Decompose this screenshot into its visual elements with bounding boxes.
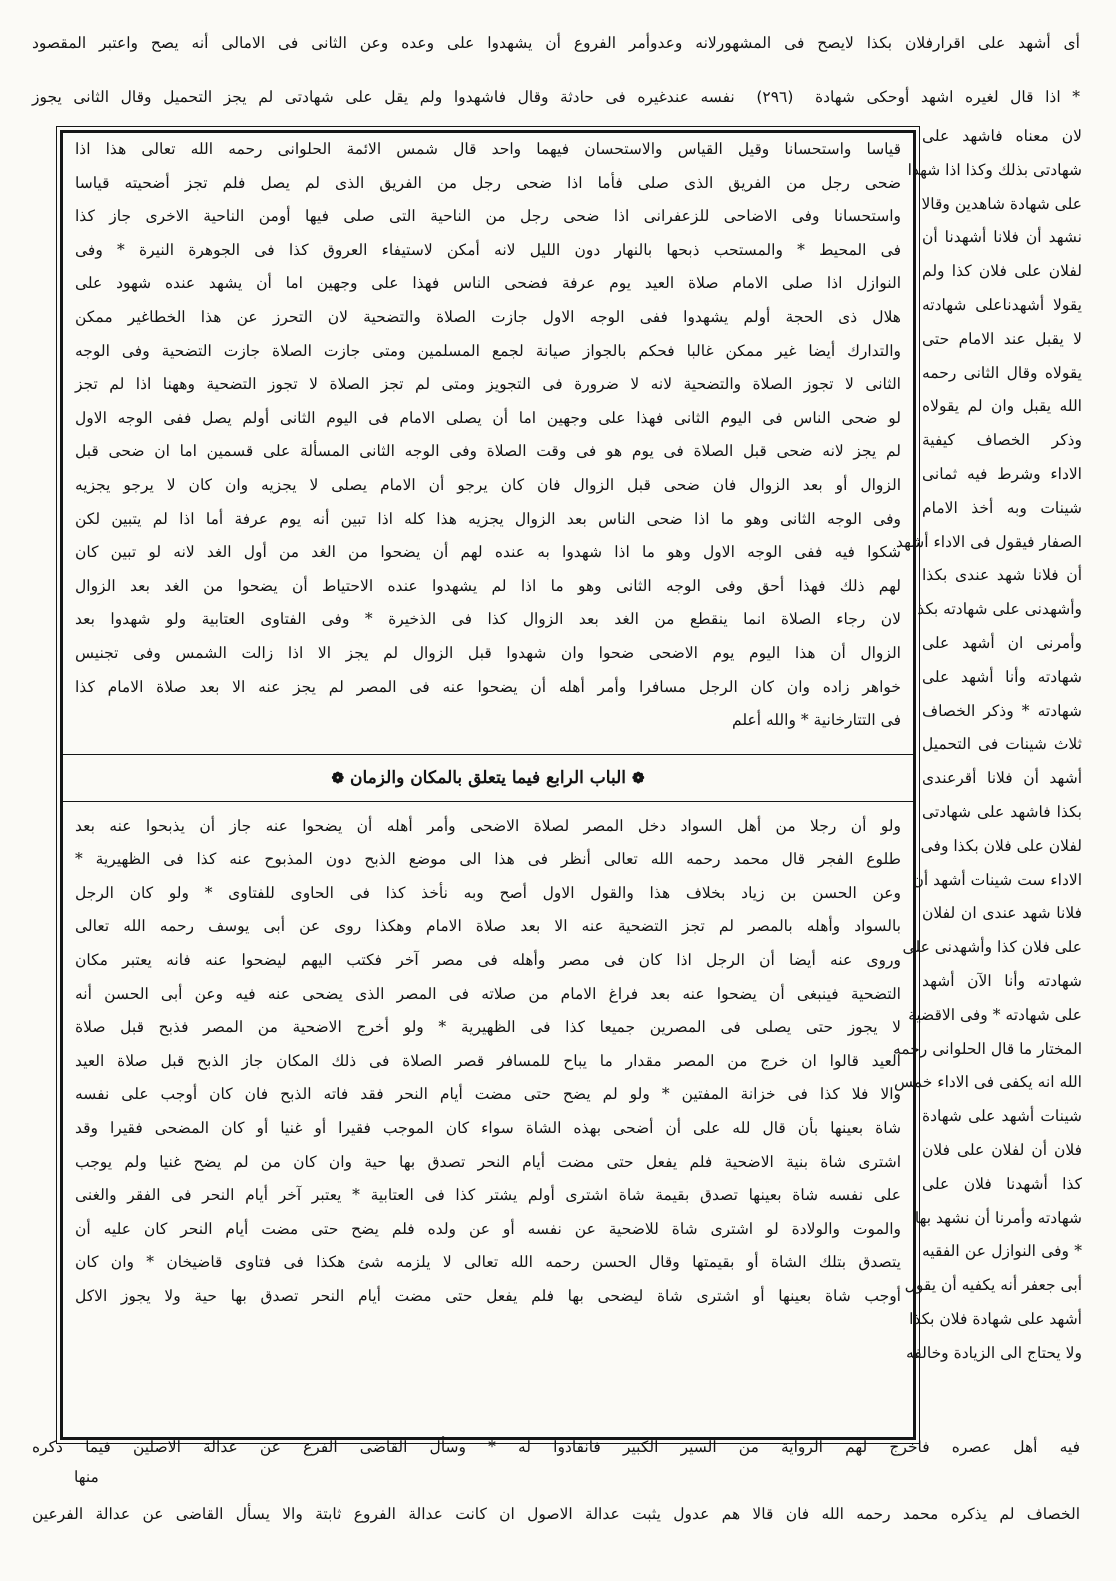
margin-line: وذكر الخصاف كيفية <box>922 431 1082 450</box>
text-line: وعن الحسن بن زياد بخلاف هذا والقول الاول أصح وبه نأخذ كذا فى الحاوى للفتاوى * ولو كان الرجل <box>75 883 902 902</box>
text-line: طلوع الفجر قال محمد رحمه الله تعالى أنظر فى هذا الى موضع الذبح دون المذبوح عنه كذا فى الظهيرية * <box>75 850 901 869</box>
margin-line: شهادته وأنا أشهد على <box>922 667 1082 686</box>
text-line: شكوا فيه ففى الوجه الاول وهو ما اذا شهدوا به عنده لهم أن يضحوا من الغد من أول الغد لانه لو تبين كان <box>75 543 901 562</box>
margin-line: لفلان على فلان كذا ولم <box>922 262 1082 281</box>
text-line: بالسواد وأهله بالمصر لم تجز التضحية عنه الا بعد صلاة الامام وهكذا روى عن أبى يوسف رحمه الله تعالى <box>75 917 901 936</box>
text-line: لهم ذلك فهذا أحق وفى الوجه الثانى وهو ما اذا لم يشهدوا عنده الاحتياط أن يضحوا من الغد بعد الزوال <box>75 576 901 595</box>
page-number: (٢٩٦) <box>756 88 794 106</box>
margin-line: وأمرنى ان أشهد على <box>922 633 1082 652</box>
text-line: وفى الوجه الثانى وهو ما اذا ضحى الناس بعد الزوال يجزيه هذا كله اذا تبين أنه يوم عرفة أما اذا لم يتبين لكن <box>75 509 901 528</box>
margin-line: المختار ما قال الحلوانى رحمه <box>892 1039 1082 1058</box>
text-line: والتدارك أيضا غير ممكن غالبا فحكم بالجواز صيانة لجمع المسلمين ومتى جازت الصلاة جازت التضحية وفى الوجه <box>75 341 901 360</box>
margin-line: الاداء وشرط فيه ثمانى <box>922 464 1082 483</box>
margin-line: فلانا شهد عندى ان لفلان <box>922 904 1082 923</box>
margin-line: الصفار فيقول فى الاداء أشهد <box>896 532 1082 551</box>
text-line: لان رجاء الصلاة انما ينقطع من الغد بعد الزوال كذا فى الذخيرة * وفى الفتاوى العتابية ولو شهدوا بعد <box>75 610 901 629</box>
margin-line: أشهد أن فلانا أقرعندى <box>922 769 1082 788</box>
header-line-2 <box>32 88 1080 106</box>
margin-line: يقولاه وقال الثانى رحمه <box>922 363 1082 382</box>
text-line: خواهر زاده وان كان الرجل مسافرا وأمر أهله أن يضحوا عنه فى المصر لم يجز عنه الا بعد صلاة الامام كذا <box>75 677 901 696</box>
margin-line: ولا يحتاج الى الزيادة وخالفه <box>905 1343 1082 1362</box>
margin-line: الله يقبل وان لم يقولاه <box>922 397 1082 416</box>
margin-line: لان معناه فاشهد على <box>922 127 1082 145</box>
margin-line: كذا أشهدنا فلان على <box>922 1174 1082 1193</box>
margin-line: الله انه يكفى فى الاداء خمس <box>894 1073 1082 1092</box>
footer-line-1: فيه أهل عصره فاخرج لهم الرواية من السير الكبير فانقادوا له * وسأل القاضى الفرع عن عدالة الاصلين فيما ذكره <box>32 1438 1080 1456</box>
margin-line: وأشهدنى على شهادته بكذا <box>912 600 1082 619</box>
text-line: لو ضحى الناس فى اليوم الثانى فهذا على وجهين اما أن يصلى الامام فى اليوم الثانى أولم يصل ففى الوجه الاول <box>75 408 901 427</box>
margin-line: على شهادة شاهدين وقالا <box>921 194 1082 213</box>
text-line: شاة بعينها بأن قال لله على أن أضحى بهذه الشاة سواء كان الموجب فقيرا أو غنيا أو كان المضحى فقيرا وقد <box>75 1119 901 1138</box>
text-line: التضحية فينبغى أن يضحوا عنه بعد فراغ الامام من صلاته فى المصر الذى يضحى عنه فيه وعن أبى الحسن أنه <box>75 984 901 1003</box>
text-line: والموت والولادة لو اشترى شاة للاضحية عن نفسه أو عن ولده فلم يضح حتى مضت أيام النحر كان عليه أن <box>75 1219 901 1238</box>
text-line: فى التتارخانية * والله أعلم <box>732 711 901 730</box>
text-line: الثانى لا تجوز الصلاة والتضحية لانه لا ضرورة فى التجويز ومتى لم تجز الصلاة لا تجوز التضحية وههنا اذا لم تجز <box>75 375 901 394</box>
margin-line: شينات وبه أخذ الامام <box>922 498 1082 517</box>
text-line: العيد قالوا ان خرج من المصر مقدار ما يباح للمسافر قصر الصلاة فى ذلك المكان جاز الذبح قبل صلاة العيد <box>75 1051 901 1070</box>
heading-ornament-right-icon: ❁ <box>631 768 645 787</box>
text-line: هلال ذى الحجة أولم يشهدوا ففى الوجه الاول جازت الصلاة والتضحية لان التحرز عن هذا الخطاغير ممكن <box>75 307 901 326</box>
text-line: قياسا واستحسانا وقيل القياس والاستحسان فيهما واحد قال شمس الائمة الحلوانى رحمه الله تعالى هذا اذا <box>75 140 901 158</box>
footer-side-word: منها <box>74 1468 99 1486</box>
header-line-2-left: نفسه عندغيره فى حادثة وقال فاشهدوا ولم يقل على شهادتى لم يجز التحميل وقال الثانى يجوز <box>32 88 735 106</box>
main-paragraph-2 <box>63 810 913 1314</box>
margin-line: شهادتى بذلك وكذا اذا شهدا <box>907 160 1082 179</box>
margin-line: شهادته وأمرنا أن نشهد بها <box>914 1208 1082 1227</box>
text-line: ولو أن رجلا من أهل السواد دخل المصر لصلاة الاضحى وأمر أهله أن يضحوا عنه جاز أن يذبحوا عنه بعد <box>75 816 901 835</box>
chapter-heading-text: الباب الرابع فيما يتعلق بالمكان والزمان <box>350 767 626 788</box>
text-line: لم يجز لانه ضحى قبل الصلاة فى يوم هو فى وقت الصلاة وفى الوجه الثانى المسألة على قسمين اما ان ضحى قبل <box>75 442 901 461</box>
main-text-frame <box>60 130 916 1440</box>
margin-line: لا يقبل عند الامام حتى <box>922 329 1082 348</box>
text-line: واستحسانا وفى الاضاحى للزعفرانى اذا ضحى رجل من الناحية التى صلى فيها أومن الناحية الاخرى جاز كذا <box>75 207 901 226</box>
footer-line-2: الخصاف لم يذكره محمد رحمه الله فان قالا هم عدول يثبت عدالة الاصول ان كانت عدالة الفروع ثابتة والا يسأل القاضى عن عدالة الفرعين <box>32 1505 1080 1523</box>
margin-line: على فلان كذا وأشهدنى على <box>902 938 1082 957</box>
heading-ornament-left-icon: ❁ <box>331 768 345 787</box>
margin-line: شهادته * وذكر الخصاف <box>922 701 1082 720</box>
text-line: والا فلا كذا فى خزانة المفتين * ولو لم يضح حتى مضت أيام النحر فقد فاته الذبح فان كان أوجب على نفسه <box>75 1085 901 1104</box>
header-line-2-right: * اذا قال لغيره اشهد أوحكى شهادة <box>815 88 1080 106</box>
text-line: ضحى رجل من الفريق الذى صلى فأما اذا ضحى رجل من الفريق الذى لم يصل فلم تجز أضحيته قياسا <box>75 173 901 192</box>
margin-line: ثلاث شينات فى التحميل <box>922 735 1082 754</box>
margin-line: فلان أن لفلان على فلان <box>922 1140 1082 1159</box>
text-line: على نفسه شاة بعينها تصدق بقيمة شاة اشترى أولم يشتر كذا فى العتابية * يعتبر آخر أيام النحر فى الفقر والغنى <box>75 1186 901 1205</box>
margin-line: شينات أشهد على شهادة <box>922 1107 1082 1126</box>
margin-line: يقولا أشهدناعلى شهادته <box>922 295 1082 314</box>
margin-commentary <box>892 120 1082 1470</box>
text-line: أوجب شاة بعينها أو اشترى شاة ليضحى بها فلم يفعل حتى مضت أيام النحر تصدق بها حية ولا يجوز الاكل <box>75 1287 901 1305</box>
text-line: اشترى شاة بنية الاضحية فلم يفعل حتى مضت أيام النحر تصدق بها حية وان كان من لم يضح غنيا ولم يوجب <box>75 1152 901 1171</box>
margin-line: شهادته وأنا الآن أشهد <box>922 971 1082 990</box>
margin-line: أن فلانا شهد عندى بكذا <box>922 566 1082 585</box>
main-paragraph-1 <box>63 133 913 738</box>
text-line: الزوال أو بعد الزوال فان ضحى قبل الزوال فان كان يرجو أن الامام يصلى لا يجزيه وان كان لا يرجو يجزيه <box>75 475 901 494</box>
chapter-heading <box>63 754 913 802</box>
margin-line: لفلان على فلان بكذا وفى <box>920 836 1082 855</box>
text-line: يتصدق بتلك الشاة أو بقيمتها وقال الحسن رحمه الله تعالى لا يلزمه شئ هكذا فى فتاوى قاضيخان * وان كان <box>75 1253 901 1272</box>
margin-line: نشهد أن فلانا أشهدنا أن <box>922 228 1082 247</box>
margin-line: أبى جعفر أنه يكفيه أن يقول <box>904 1276 1082 1295</box>
text-line: النوازل اذا صلى الامام صلاة العيد يوم عرفة فضحى الناس فهذا على وجهين اما أن يشهد عنده شهود على <box>75 274 901 293</box>
header-line-1: أى أشهد على اقرارفلان بكذا لايصح فى المشهورلانه وعدوأمر الفروع أن يشهدوا على وعده وعن الثانى فى الامالى أنه يصح واعتبر المقصود <box>32 34 1080 52</box>
margin-line: بكذا فاشهد على شهادتى <box>922 802 1082 821</box>
margin-line: الاداء ست شينات أشهد أن <box>912 870 1082 889</box>
margin-line: أشهد على شهادة فلان بكذا <box>909 1309 1082 1328</box>
margin-line: * وفى النوازل عن الفقيه <box>922 1242 1082 1261</box>
text-line: فى المحيط * والمستحب ذبحها بالنهار دون الليل لانه أمكن لاستيفاء العروق كذا فى الجوهرة النيرة * وفى <box>75 240 901 259</box>
text-line: الزوال أن هذا اليوم يوم الاضحى ضحوا وان شهدوا قبل الزوال لم يجز الا اذا زالت الشمس وفى تجنيس <box>75 643 901 662</box>
margin-line: على شهادته * وفى الاقضية <box>908 1005 1082 1024</box>
text-line: لا يجوز حتى يصلى فى المصرين جميعا كذا فى الظهيرية * ولو أخرج الاضحية من المصر فذبح قبل صلاة <box>75 1018 901 1037</box>
text-line: وروى عنه أيضا أن الرجل اذا كان فى مصر وأهله فى مصر آخر فكتب اليهم ليضحوا عنه فانه يعتبر مكان <box>75 951 901 970</box>
